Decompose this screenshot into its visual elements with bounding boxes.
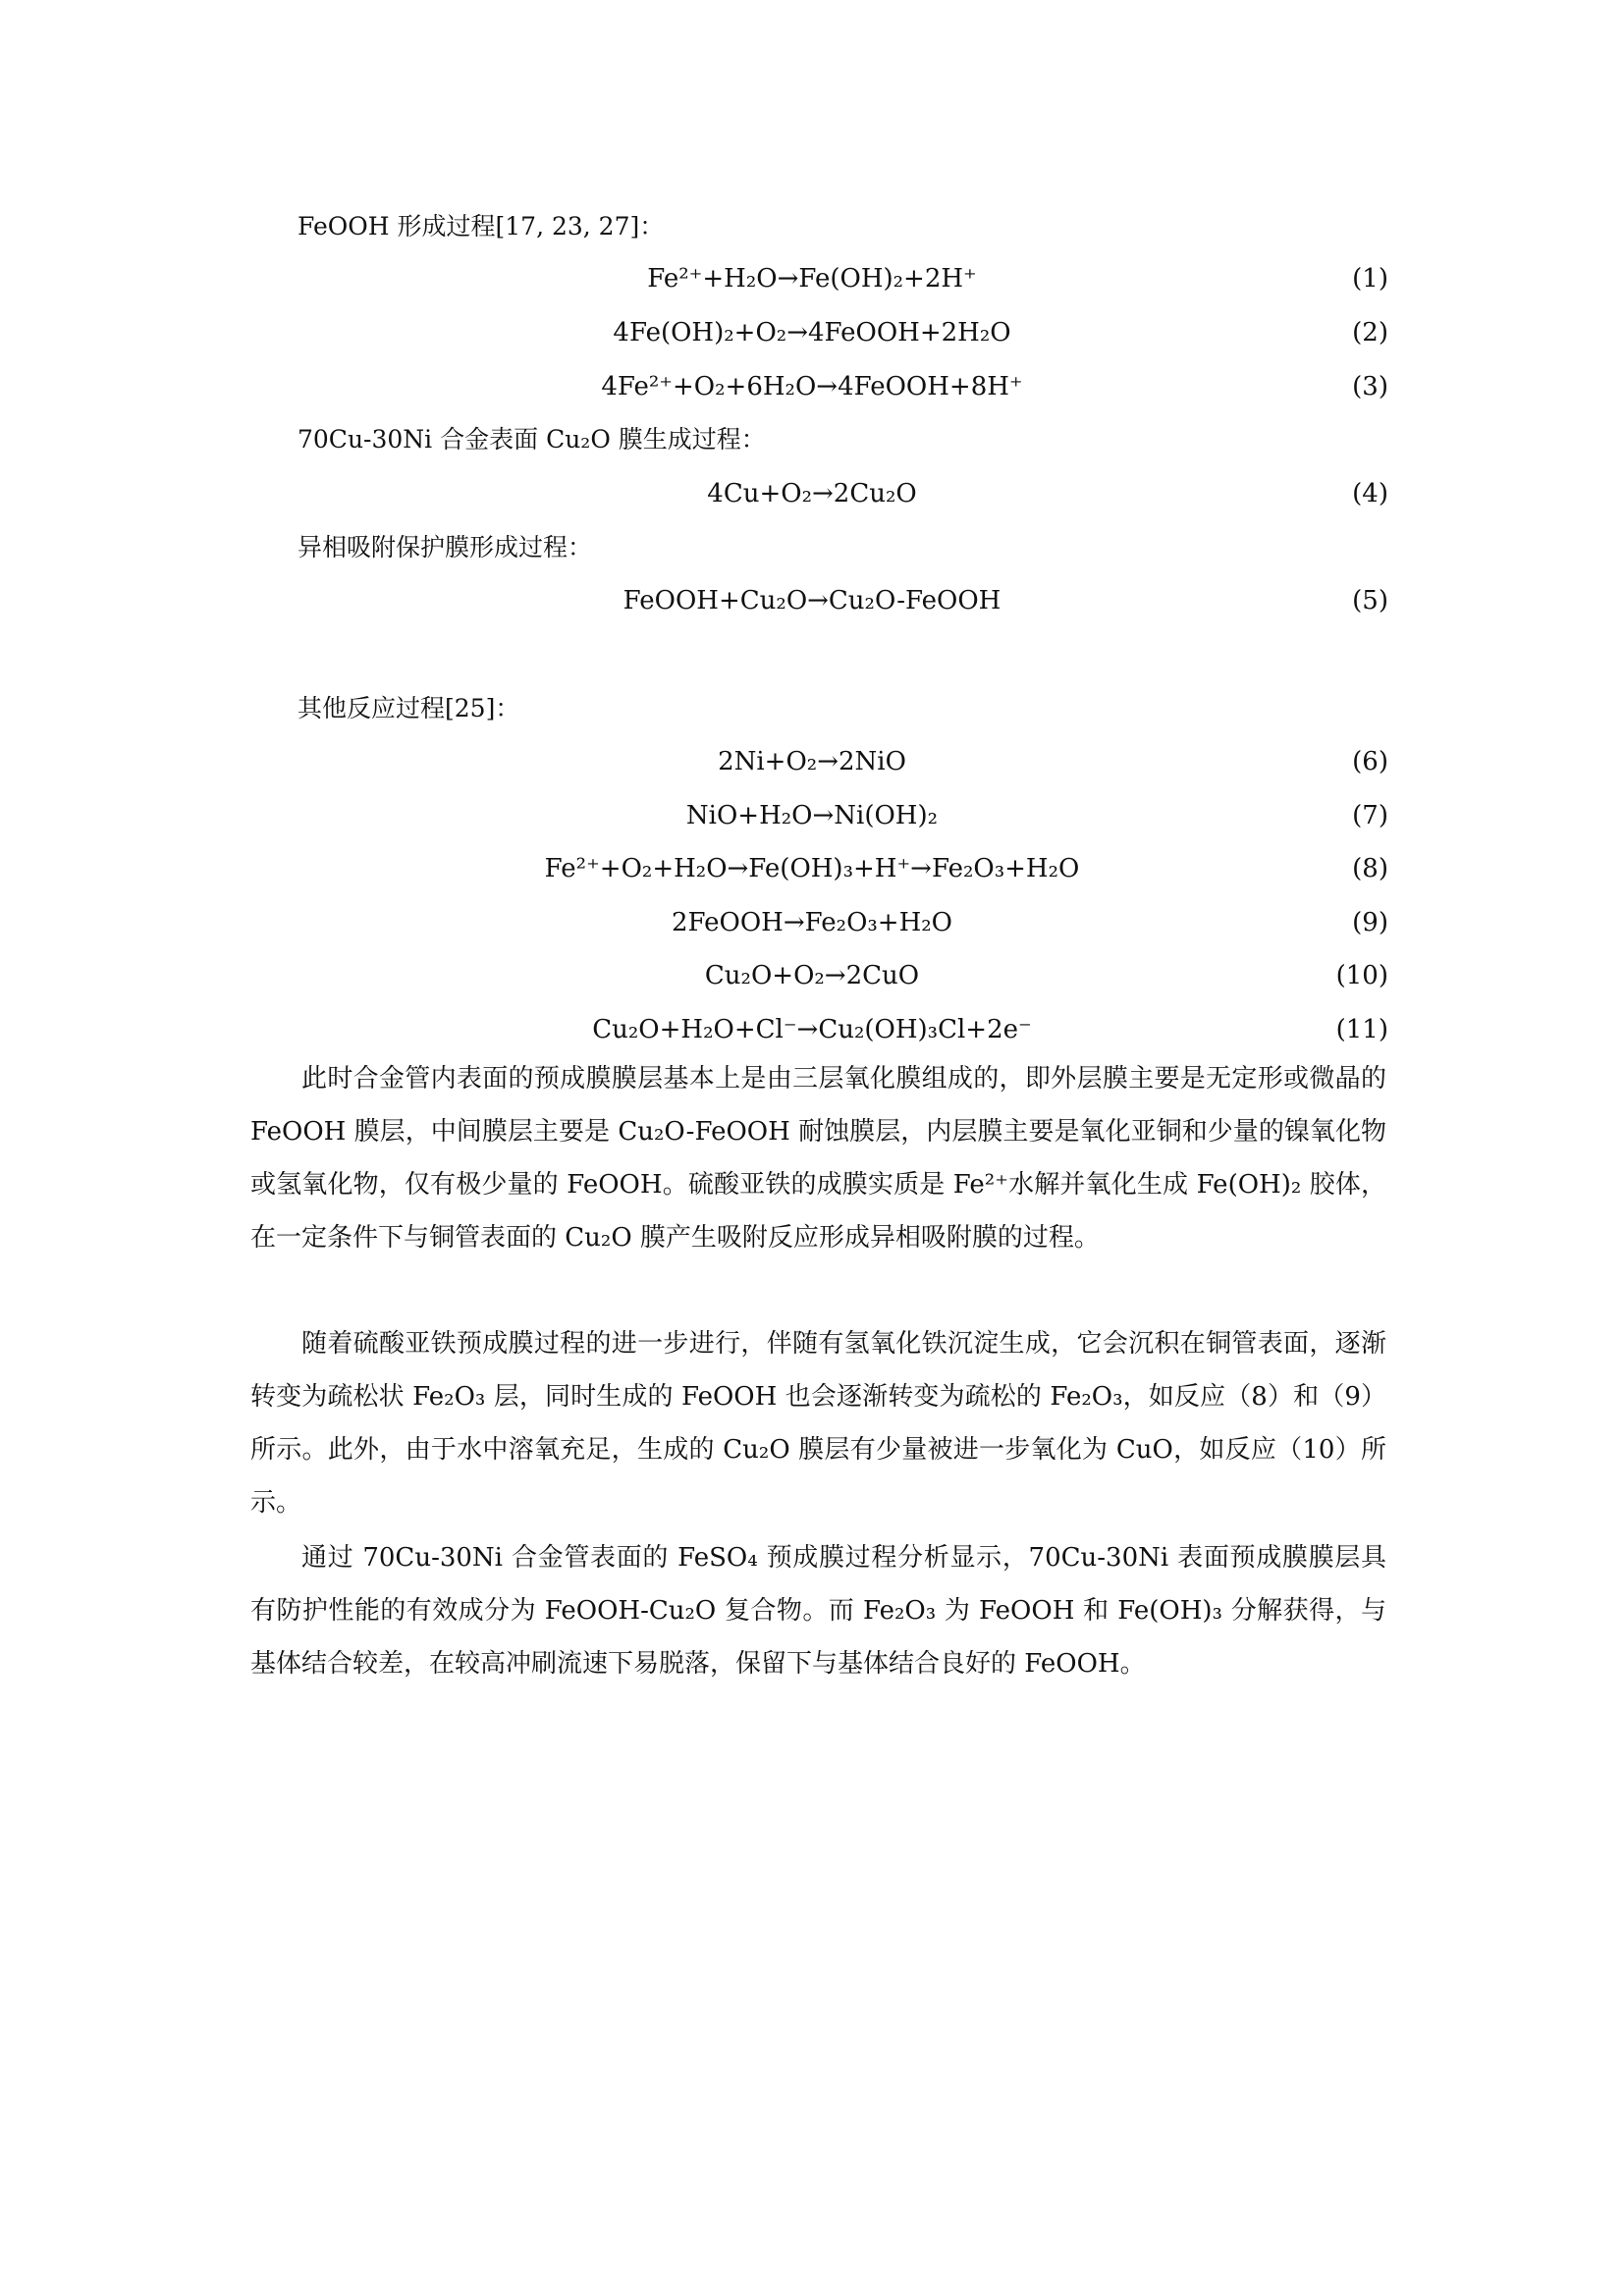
equation-11 (0, 1010, 1624, 1049)
body-paragraph-2: 随着硫酸亚铁预成膜过程的进一步进行，伴随有氢氧化铁沉淀生成，它会沉积在铜管表面，逐渐转变为疏松状 Fe₂O₃ 层，同时生成的 FeOOH 也会逐渐转变为疏松的 Fe₂O₃，如反应（8）和（9）所示。此外，由于水中溶氧充足，生成的 Cu₂O 膜层有少量被进一步氧化为 CuO，如反应（10）所示。 (250, 1329, 1386, 1518)
equation-7 (0, 796, 1624, 835)
equation-4 (0, 474, 1624, 513)
equation-10 (0, 956, 1624, 995)
equation-9 (0, 903, 1624, 942)
body-paragraph-3: 通过 70Cu-30Ni 合金管表面的 FeSO₄ 预成膜过程分析显示，70Cu-30Ni 表面预成膜膜层具有防护性能的有效成分为 FeOOH-Cu₂O 复合物。而 Fe₂O₃ 为 FeOOH 和 Fe(OH)₃ 分解获得，与基体结合较差，在较高冲刷流速下易脱落，保留下与基体结合良好的 FeOOH。 (250, 1543, 1386, 1679)
equation-6 (0, 742, 1624, 781)
equation-number: (9) (1352, 908, 1388, 937)
equation-formula: FeOOH+Cu₂O→Cu₂O-FeOOH (623, 586, 1001, 615)
equation-8 (0, 849, 1624, 888)
equation-formula: 4Fe(OH)₂+O₂→4FeOOH+2H₂O (613, 318, 1011, 347)
equation-formula: Cu₂O+O₂→2CuO (704, 961, 920, 990)
section-label-feooh: FeOOH 形成过程[17, 23, 27]： (298, 212, 665, 240)
equation-2 (0, 313, 1624, 352)
equation-number: (10) (1335, 961, 1388, 990)
equation-number: (8) (1352, 854, 1388, 883)
equation-number: (11) (1335, 1015, 1388, 1044)
equation-formula: 4Fe²⁺+O₂+6H₂O→4FeOOH+8H⁺ (601, 372, 1023, 401)
equation-number: (6) (1352, 747, 1388, 776)
equation-5 (0, 581, 1624, 620)
section-label-heterophase: 异相吸附保护膜形成过程： (298, 533, 593, 561)
equation-formula: NiO+H₂O→Ni(OH)₂ (685, 801, 939, 830)
section-label-other: 其他反应过程[25]： (298, 694, 520, 722)
equation-number: (7) (1352, 801, 1388, 830)
equation-formula: 4Cu+O₂→2Cu₂O (707, 479, 917, 508)
equation-1 (0, 259, 1624, 298)
equation-formula: Fe²⁺+O₂+H₂O→Fe(OH)₃+H⁺→Fe₂O₃+H₂O (544, 854, 1080, 883)
equation-3 (0, 367, 1624, 406)
equation-number: (2) (1352, 318, 1388, 347)
equation-formula: 2FeOOH→Fe₂O₃+H₂O (672, 908, 952, 937)
equation-number: (3) (1352, 372, 1388, 401)
equation-formula: Cu₂O+H₂O+Cl⁻→Cu₂(OH)₃Cl+2e⁻ (592, 1015, 1032, 1044)
body-paragraph-1: 此时合金管内表面的预成膜膜层基本上是由三层氧化膜组成的，即外层膜主要是无定形或微晶的 FeOOH 膜层，中间膜层主要是 Cu₂O-FeOOH 耐蚀膜层，内层膜主要是氧化亚铜和少量的镍氧化物或氢氧化物，仅有极少量的 FeOOH。硫酸亚铁的成膜实质是 Fe²⁺水解并氧化生成 Fe(OH)₂ 胶体，在一定条件下与铜管表面的 Cu₂O 膜产生吸附反应形成异相吸附膜的过程。 (250, 1064, 1386, 1253)
equation-number: (1) (1352, 264, 1388, 294)
section-label-cu2o: 70Cu-30Ni 合金表面 Cu₂O 膜生成过程： (298, 425, 766, 454)
equation-formula: 2Ni+O₂→2NiO (718, 747, 906, 776)
equation-number: (4) (1352, 479, 1388, 508)
equation-formula: Fe²⁺+H₂O→Fe(OH)₂+2H⁺ (647, 264, 977, 294)
equation-number: (5) (1352, 586, 1388, 615)
